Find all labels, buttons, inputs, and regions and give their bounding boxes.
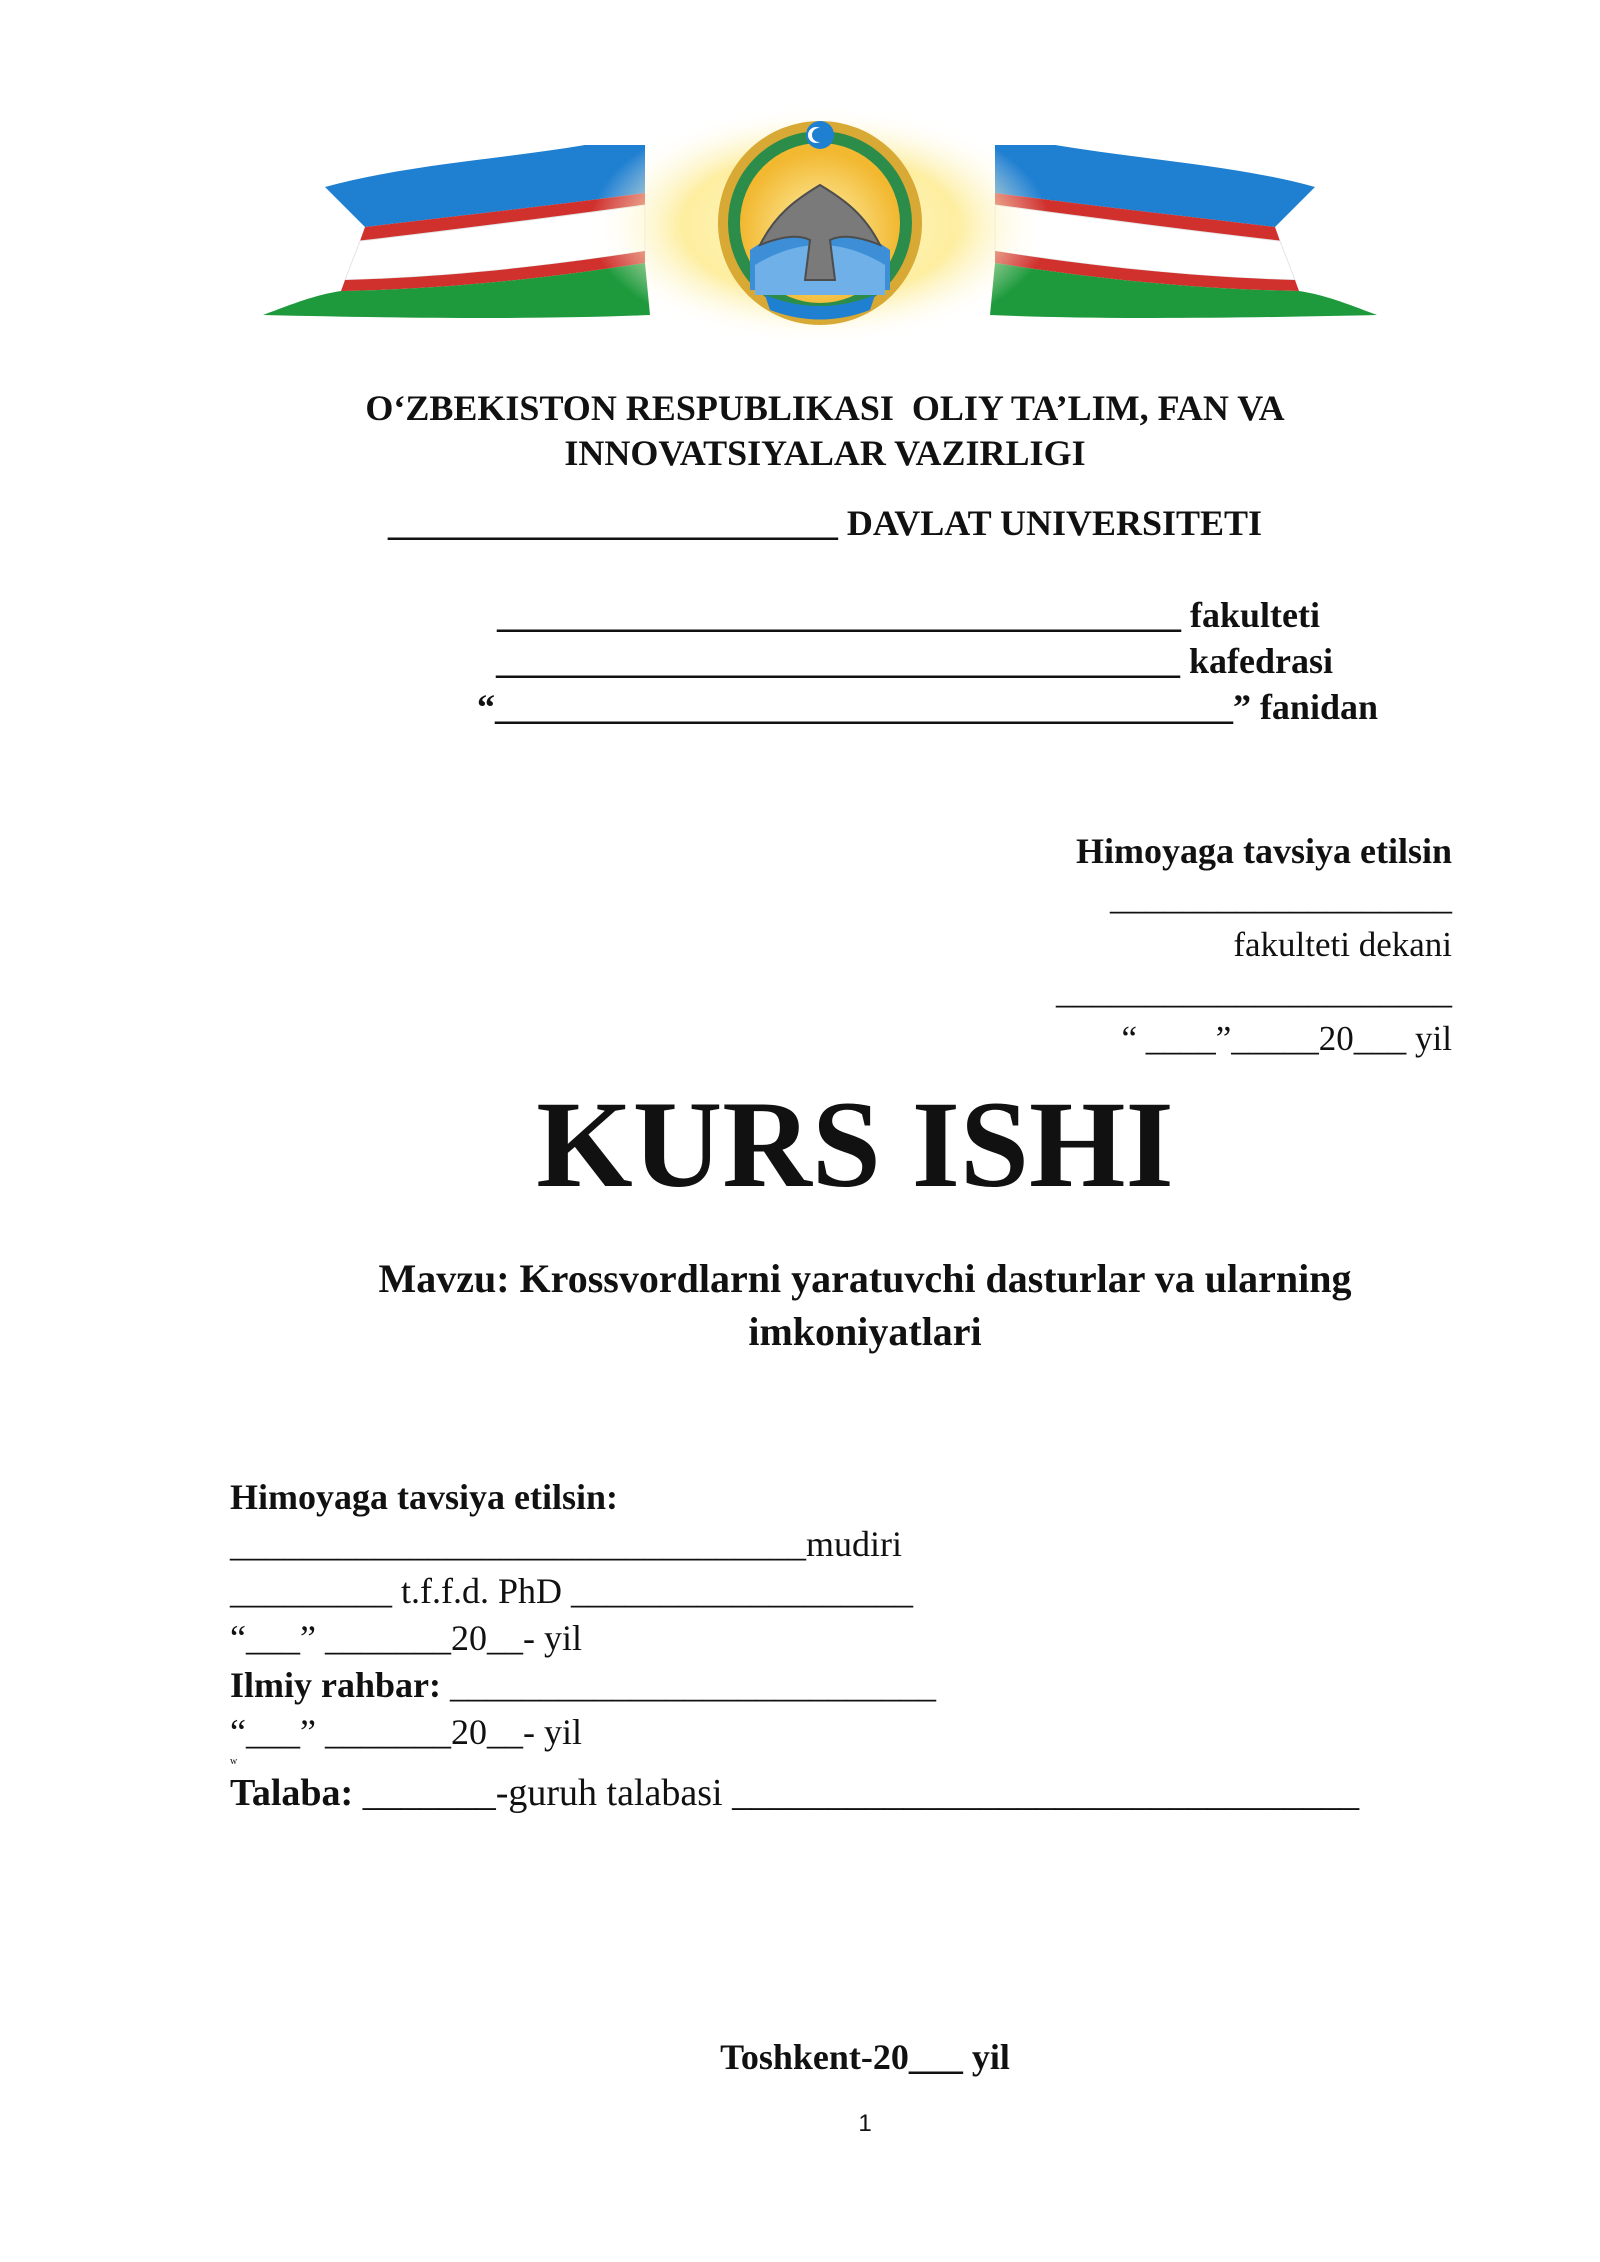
university-line: _________________________ DAVLAT UNIVERSITETI xyxy=(387,503,1263,543)
supervisor-label: Ilmiy rahbar: xyxy=(230,1665,441,1705)
supervisor-line xyxy=(230,1662,936,1708)
topic-line-2: imkoniyatlari xyxy=(748,1309,982,1354)
tiny-mark: w xyxy=(230,1756,238,1767)
faculty-line: ______________________________________ fakulteti xyxy=(497,595,1320,635)
state-emblem-banner xyxy=(255,105,1385,340)
student-blank: _______-guruh talabasi _________________________________ xyxy=(353,1772,1360,1814)
city-year: Toshkent-20___ yil xyxy=(720,2037,1010,2077)
student-label: Talaba: xyxy=(230,1772,354,1814)
dean-date-line: “ ____”_____20___ yil xyxy=(1121,1019,1452,1058)
page-number: 1 xyxy=(858,2110,872,2137)
head-of-department-line: ________________________________mudiri xyxy=(230,1524,902,1564)
bottom-approval-title: Himoyaga tavsiya etilsin: xyxy=(230,1477,618,1517)
student-line xyxy=(230,1767,1359,1819)
subject-line: “_________________________________________” fanidan xyxy=(476,687,1378,727)
ministry-line-1: O‘ZBEKISTON RESPUBLIKASI OLIY TA’LIM, FAN VA xyxy=(365,388,1285,428)
dean-approval-title: Himoyaga tavsiya etilsin xyxy=(1076,831,1452,871)
department-line: ______________________________________ kafedrasi xyxy=(496,641,1333,681)
degree-line: _________ t.f.f.d. PhD ___________________ xyxy=(230,1571,913,1611)
document-title: KURS ISHI xyxy=(536,1076,1174,1213)
dean-role: fakulteti dekani xyxy=(1233,925,1452,964)
topic-line-1: Mavzu: Krossvordlarni yaratuvchi dasturlar va ularning xyxy=(378,1256,1352,1301)
dean-name-line: ______________________ xyxy=(1056,971,1452,1011)
approval-date-2: “___” _______20__- yil xyxy=(230,1712,582,1752)
ministry-line-2: INNOVATSIYALAR VAZIRLIGI xyxy=(564,433,1086,473)
dean-signature-line: ___________________ xyxy=(1110,877,1452,917)
supervisor-blank: ___________________________ xyxy=(441,1665,936,1705)
coat-of-arms-icon xyxy=(718,121,922,325)
approval-date-1: “___” _______20__- yil xyxy=(230,1618,582,1658)
